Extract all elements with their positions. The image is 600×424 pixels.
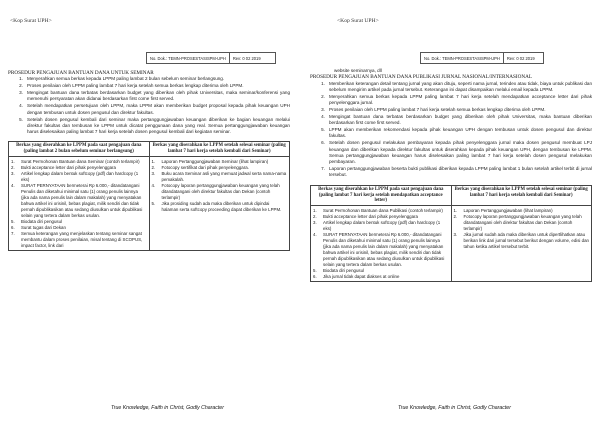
footer-motto: True Knowledge, Faith in Christ, Godly Character (111, 405, 224, 411)
table-cell (9, 157, 150, 251)
table-list-item: 4. SURAT PERNYATAAN bermeterai Rp 6.000,- ditandatangani Penulis dan diketahui minimal satu (1) orang penulis lainnya (jika ada nama penulis lain dalam makalah) yang menyatakan bahwa artikel ini orisinil, bebas plagiat, milik sendiri dan tidak pernah dipublikasikan atau sedang diusulkan untuk dipublikasi selain yang tertera dalam berkas usulan. (313, 232, 445, 268)
table-header: Berkas yang diserahkan ke LPPM pada saat pengajuan dana (paling lambat 2 bulan sebelum seminar berlangsung) (9, 142, 150, 157)
continued-text: website seminarnya, dll (334, 68, 382, 73)
right-page (300, 0, 600, 424)
table-cell (311, 206, 452, 282)
table-list-item: 4. SURAT PERNYATAAN bermeterai Rp 6.000,- ditandatangani Penulis dan diketahui minimal satu (1) orang penulis lainnya (jika ada nama penulis lain dalam makalah) yang menyatakan bahwa artikel ini orisinil, bebas plagiat, milik sendiri dan tidak pernah dipublikasikan atau sedang diusulkan untuk dipublikasi selain yang tertera dalam berkas usulan. (11, 183, 143, 219)
requirements-table (310, 185, 592, 282)
document-number: No. Dok.: TEMN-PROSESTASISPM-UPH (424, 55, 500, 61)
table-list-item: 1. Laporan Pertanggungjawaban (lihat lampiran) (453, 208, 553, 214)
table-list-item: 3. Jika jurnal sudah ada maka diberikan untuk dipertlihatkan atau berikan link dari jurnal tersebut berikut dengan volume, edisi dan tahun ketika artikel tersebut terbit. (453, 232, 589, 250)
table-list-item: 3. Buku acara Seminar asli yang memuat jadwal serta nama-nama pemakalah. (151, 171, 287, 183)
list-item: 4. Setelah mendapatkan persetujuan oleh LPPM, maka LPPM akan memberikan budget proposal kepada pihak keuangan UPH dengan tembusan untuk dosen pengusul dan direktur fakultas. (19, 103, 290, 115)
list-item: 4. Mengingat bantuan dana terbatas berdasarkan budget yang diberikan oleh pihak Universitas, maka bantuan diberikan berdasarkan first come first served. (321, 113, 592, 126)
table-list-item: 1. Surat Permohonan Bantuan dana Publikasi (contoh terlampir) (313, 208, 443, 214)
list-item: 3. Proses penilaian oleh LPPM paling lambat 7 hari kerja setelah semua berkas lengkap diterima oleh LPPM. (321, 107, 546, 113)
document-number-box (146, 52, 276, 64)
list-item: 7. Laporan pertanggungjawaban beserta bukti publikasi diberikan kepada LPPM paling lambat 1 bulan setelah artikel terbit di jurnal tersebut. (321, 166, 592, 178)
table-list-item: 3. Artikel lengkap dalam bentuk softcopy (pdf) dan hardcopy (1 eks) (313, 220, 441, 232)
table-header: Berkas yang diserahkan ke LPPM setelah selesai seminar (paling lambat 7 hari kerja setelah kembali dari Seminar) (451, 185, 592, 205)
table-list-item: 6. Surat tugas dari Dekan (11, 225, 66, 231)
list-item: 3. Mengingat bantuan dana terbatas berdasarkan budget yang diberikan oleh pihak Universitas, maka seminar/konferensi yang memenuhi persyaratan akan didanai berdasarkan first come first served. (19, 90, 290, 102)
left-content (8, 70, 290, 251)
table-list-item: 5. Jika prosiding sudah ada maka diberikan untuk dipindai halaman serta softcopy proceeding dapat diberikan ke LPPM. (151, 201, 282, 213)
table-list-item: 2. Fotocopy laporan pertanggungjawaban keuangan yang telah ditandatangani oleh direktur fakultas dan Dekan (contoh terlampir) (453, 214, 582, 232)
document-number-box (420, 52, 544, 64)
list-item: 6. Setelah dosen pengusul melakukan pembayaran kepada pihak penyelenggara jurnal maka dosen pengusul membuat LPJ keuangan dan diberikan kepada direktur fakultas untuk diserahkan kepada pihak keuangan UPH, dengan tembusan ke LPPM. Semua pertanggungjawaban keuangan harus diselesaikan paling lambat 7 hari kerja setelah dosen pengusul melakukan pembayaran. (321, 140, 592, 165)
table-cell (149, 157, 290, 251)
list-item: 2. Proses penilaian oleh LPPM paling lambat 7 hari kerja setelah semua berkas lengkap diterima oleh LPPM. (19, 83, 244, 89)
revision: Rev: 0 02 2019 (503, 53, 538, 63)
table-list-item: 2. Bukti acceptance letter dari pihak penyelenggara (313, 214, 418, 220)
list-item: 1. Menyerahkan semua berkas kepada LPPM paling lambat 2 bulan sebelum seminar berlangsung. (19, 76, 225, 82)
section-heading: PROSEDUR PENGAJUAN BANTUAN DANA PUBLIKASI JURNAL NASIONAL/INTERNASIONAL (310, 74, 533, 81)
table-list-item: 5. Biodata diri pengusul (11, 219, 63, 225)
requirements-table (8, 141, 290, 251)
table-list-item: 5. Biodata diri pengusul (313, 268, 365, 274)
table-list-item: 1. Laporan Pertanggungjawaban Seminar (lihat lampiran) (151, 159, 269, 165)
table-list-item: 2. Fotocopy sertifikat dari pihak penyelenggara. (151, 165, 249, 171)
letterhead-placeholder: <Kop Surat UPH> (10, 18, 52, 24)
list-item: 1. Memberikan keterangan detail tentang jurnal yang akan dituju, seperti nama jurnal, terindex atau tidak, biaya untuk publikasi dan sebelum mengirim artikel pada jurnal tersebut. Keterangan ini dapat disampaikan melalui email kepada LPPM. (321, 80, 592, 92)
procedure-list (316, 81, 592, 179)
table-list-item: 6. Jika jurnal tidak dapat diakses at online (313, 274, 400, 280)
letterhead-placeholder: <Kop Surat UPH> (337, 18, 379, 24)
table-list-item: 7. Semua keterangan yang menjelaskan tentang seminar sangat membantu dalam proses penilaian, misal tentang di SCOPUS, impact factor, link dari (11, 231, 143, 249)
right-content (310, 68, 592, 282)
list-item: 5. Setelah dosen pengusul kembali dari seminar maka pertanggungjawaban keuangan diberikan ke bagian keuangan melalui direktur fakultas dan tembusan ke LPPM untuk dicatat penggunaan dana yang real. Semua pertanggungjawaban keuangan harus diselesaikan paling lambat 7 hari kerja setelah dosen pengusul kembali dari kegiatan seminar. (19, 116, 290, 135)
list-item: 2. Menyerahkan semua berkas kepada LPPM paling lambat 7 hari kerja setelah mendapatkan acceptance letter dari pihak penyelenggara jurnal. (321, 93, 592, 106)
table-header: Berkas yang diserahkan ke LPPM pada saat pengajuan dana (paling lambat 7 hari kerja setelah mendapatkan acceptance letter) (311, 185, 452, 205)
table-list-item: 4. Fotocopy laporan pertanggungjawaban keuangan yang telah ditandatangani oleh direktur fakultas dan Dekan (contoh terlampir) (151, 183, 280, 201)
footer-motto: True Knowledge, Faith in Christ, Godly Character (398, 405, 511, 411)
table-header: Berkas yang diserahkan ke LPPM setelah selesai seminar (paling lambat 7 hari kerja setelah kembali dari Seminar) (149, 142, 290, 157)
procedure-list (14, 76, 290, 135)
table-list-item: 1. Surat Permohonan Bantuan dana Seminar (contoh terlampir) (11, 159, 140, 165)
section-heading: PROSEDUR PENGAJUAN BANTUAN DANA UNTUK SEMINAR (8, 70, 154, 76)
table-list-item: 3. Artikel lengkap dalam bentuk softcopy (pdf) dan hardcopy (1 eks) (11, 171, 139, 183)
document-number: No. Dok.: TEMN-PROSESTASISPM-UPH (150, 55, 226, 61)
table-cell (451, 206, 592, 282)
table-list-item: 2. Bukti acceptance letter dari pihak penyelenggara (11, 165, 116, 171)
list-item: 5. LPPM akan memberikan rekomendasi kepada pihak keuangan UPH dengan tembusan untuk dosen pengusul dan direktur fakultas. (321, 127, 592, 139)
revision: Rev: 0 02 2019 (229, 53, 264, 63)
